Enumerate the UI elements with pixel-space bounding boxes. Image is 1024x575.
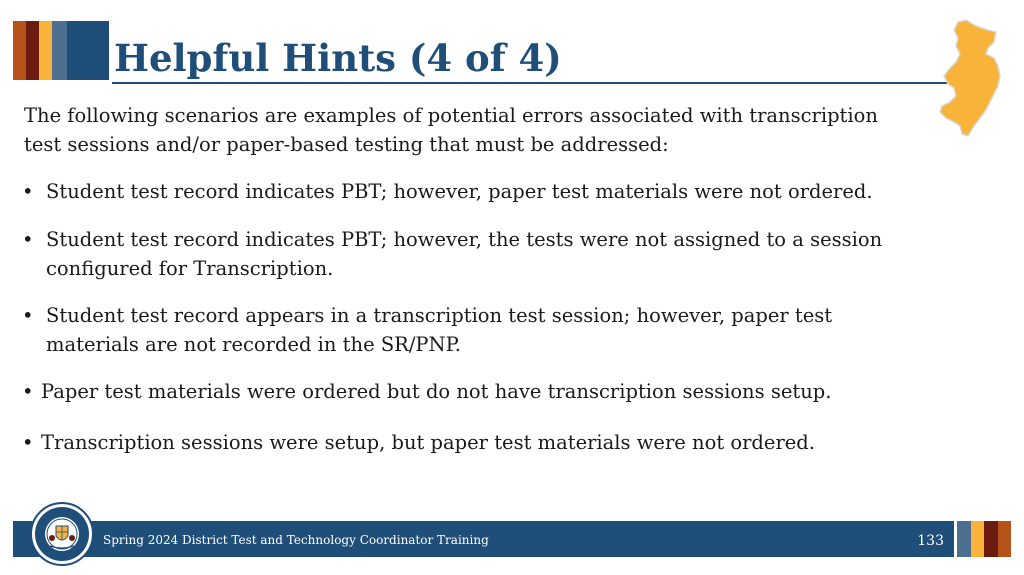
header-bar-darkred bbox=[26, 21, 39, 80]
bullet-icon: • bbox=[22, 180, 34, 203]
bullet-icon: • bbox=[22, 304, 34, 327]
page-title: Helpful Hints (4 of 4) bbox=[114, 36, 562, 80]
footer-bar-gold bbox=[971, 521, 984, 557]
list-item-text: Paper test materials were ordered but do not have transcription sessions setup. bbox=[41, 380, 832, 403]
list-item bbox=[22, 377, 922, 406]
header-bar-orange bbox=[13, 21, 26, 80]
list-item-text: Transcription sessions were setup, but paper test materials were not ordered. bbox=[41, 431, 815, 454]
hint-list bbox=[22, 177, 922, 457]
footer-bar-steel bbox=[957, 521, 971, 557]
header-bar-steel bbox=[52, 21, 67, 80]
header-bar-navy bbox=[67, 21, 109, 80]
list-item-text: Student test record indicates PBT; however, paper test materials were not ordered. bbox=[46, 180, 873, 203]
new-jersey-map-icon bbox=[936, 18, 1008, 140]
bullet-icon: • bbox=[22, 431, 34, 454]
header-color-bars bbox=[13, 21, 109, 80]
footer-color-bars bbox=[957, 521, 1011, 557]
list-item bbox=[22, 225, 922, 283]
page-number: 133 bbox=[917, 533, 944, 549]
footer-bar-darkred bbox=[984, 521, 998, 557]
list-item bbox=[22, 301, 922, 359]
bullet-icon: • bbox=[22, 228, 34, 251]
bullet-icon: • bbox=[22, 380, 34, 403]
footer-title: Spring 2024 District Test and Technology Coordinator Training bbox=[103, 533, 489, 547]
title-underline bbox=[112, 82, 960, 84]
list-item-text: Student test record indicates PBT; however, the tests were not assigned to a session configured for Transcription. bbox=[46, 228, 883, 280]
list-item bbox=[22, 177, 922, 206]
intro-paragraph: The following scenarios are examples of potential errors associated with transcription test sessions and/or paper-based testing that must be addressed: bbox=[24, 104, 878, 156]
footer-bar bbox=[13, 521, 954, 557]
footer-bar-orange bbox=[998, 521, 1011, 557]
header-bar-gold bbox=[39, 21, 52, 80]
list-item bbox=[22, 428, 922, 457]
list-item-text: Student test record appears in a transcription test session; however, paper test materials are not recorded in the SR/PNP. bbox=[46, 304, 833, 356]
nj-department-of-education-seal-icon bbox=[30, 502, 94, 566]
